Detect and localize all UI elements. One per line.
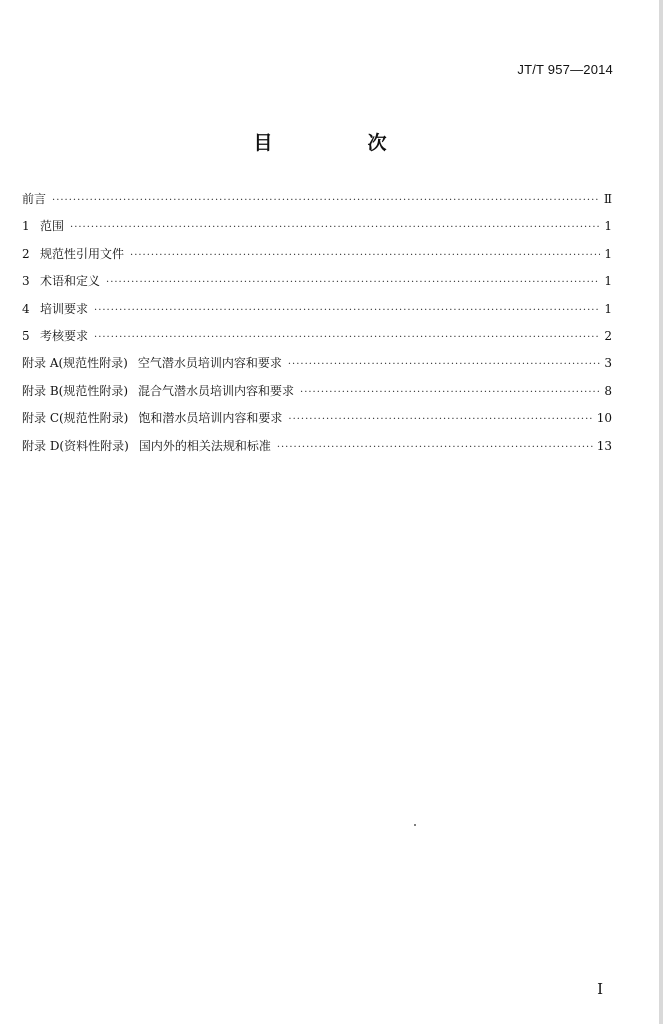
toc-entry-label: 2 规范性引用文件 <box>22 246 125 261</box>
toc-entry-appendix-b[interactable] <box>22 382 612 409</box>
toc-entry-label: 5 考核要求 <box>22 328 89 343</box>
toc-entry-label: 4 培训要求 <box>22 301 89 316</box>
dot-leader <box>277 442 593 453</box>
page-title: 目 次 <box>253 132 425 154</box>
toc-entry-label: 前言 <box>22 192 47 206</box>
dot-leader <box>94 332 600 343</box>
toc-entry-training-requirements[interactable] <box>22 300 612 327</box>
dot-leader <box>94 305 600 316</box>
page-number: I <box>597 980 603 998</box>
toc-entry-appendix-d[interactable] <box>22 437 612 464</box>
toc-entry-terms-definitions[interactable] <box>22 272 612 299</box>
dot-leader <box>106 277 600 288</box>
toc-entry-page: 8 <box>604 383 612 398</box>
toc-entry-page: 3 <box>604 356 612 371</box>
dot-leader <box>52 195 600 206</box>
toc-entry-label: 3 术语和定义 <box>22 274 101 289</box>
toc-entry-label: 1 范围 <box>22 219 65 234</box>
toc-entry-page: 1 <box>604 301 612 316</box>
toc-entry-page: 2 <box>604 328 612 343</box>
dot-leader <box>130 250 600 261</box>
toc-entry-page: Ⅱ <box>603 192 612 206</box>
toc-entry-label: 附录 B(规范性附录) 混合气潜水员培训内容和要求 <box>22 383 295 398</box>
scan-speck <box>414 824 416 826</box>
toc-entry-scope[interactable] <box>22 217 612 244</box>
toc-entry-page: 1 <box>604 219 612 234</box>
toc-entry-label: 附录 D(资料性附录) 国内外的相关法规和标准 <box>22 438 271 453</box>
toc-entry-normative-references[interactable] <box>22 245 612 272</box>
toc-entry-page: 1 <box>604 274 612 289</box>
table-of-contents <box>22 190 612 464</box>
toc-entry-label: 附录 C(规范性附录) 饱和潜水员培训内容和要求 <box>22 411 283 426</box>
standard-code: JT/T 957—2014 <box>517 62 613 77</box>
toc-entry-foreword[interactable] <box>22 190 612 217</box>
toc-entry-page: 1 <box>604 246 612 261</box>
toc-entry-page: 10 <box>596 411 612 426</box>
toc-entry-assessment-requirements[interactable] <box>22 327 612 354</box>
dot-leader <box>300 387 600 398</box>
toc-entry-page: 13 <box>596 438 612 453</box>
dot-leader <box>288 359 600 370</box>
dot-leader <box>288 414 592 425</box>
dot-leader <box>70 222 600 233</box>
toc-entry-appendix-a[interactable] <box>22 354 612 381</box>
toc-entry-appendix-c[interactable] <box>22 409 612 436</box>
toc-entry-label: 附录 A(规范性附录) 空气潜水员培训内容和要求 <box>22 356 282 371</box>
page-edge-shadow <box>659 0 663 1024</box>
